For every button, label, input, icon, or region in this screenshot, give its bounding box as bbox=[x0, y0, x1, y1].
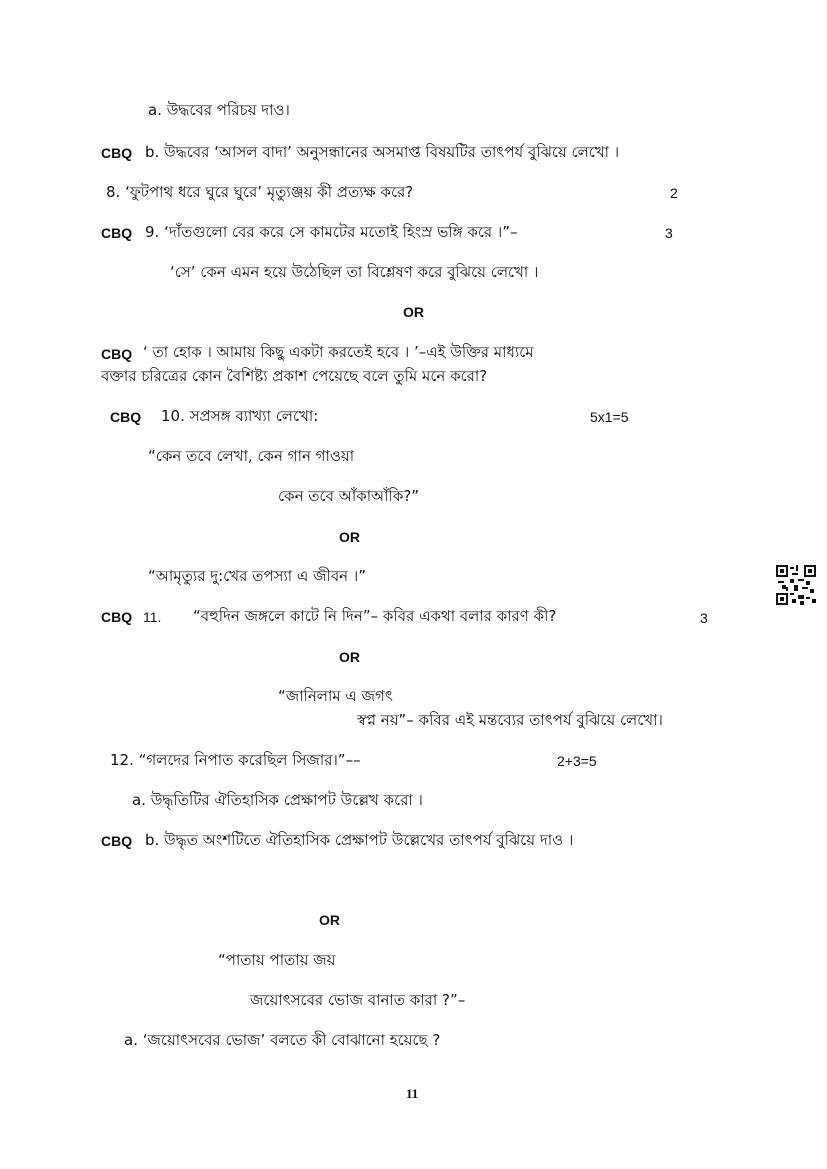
marks-q11: 3 bbox=[700, 610, 708, 626]
cbq-tag: CBQ bbox=[110, 409, 142, 425]
or-divider: OR bbox=[339, 529, 360, 545]
question-9: 9. ‘দাঁতগুলো বের করে সে কামটের মতোই হিংস্র ভঙ্গি করে ।”– bbox=[145, 223, 518, 241]
or-divider: OR bbox=[339, 649, 360, 665]
question-11: “বহুদিন জঙ্গলে কাটে নি দিন”– কবির একথা বলার কারণ কী? bbox=[193, 607, 557, 625]
marks-q8: 2 bbox=[670, 185, 678, 201]
question-11-number: 11. bbox=[143, 609, 162, 625]
question-11-alt: স্বপ্ন নয়”– কবির এই মন্তব্যের তাৎপর্য বুঝিয়ে লেখো। bbox=[357, 711, 663, 729]
page-number: 11 bbox=[406, 1086, 419, 1101]
qr-code bbox=[776, 565, 816, 605]
question-8: 8. ‘ফুটপাথ ধরে ঘুরে ঘুরে’ মৃত্যুঞ্জয় কী প্রত্যক্ষ করে? bbox=[106, 183, 414, 201]
or-divider: OR bbox=[403, 304, 424, 320]
question-7b: b. উদ্ধবের ‘আসল বাদা’ অনুসন্ধানের অসমাপ্ত বিষয়টির তাৎপর্য বুঝিয়ে লেখো । bbox=[145, 143, 620, 161]
question-12-alt-a: a. ‘জয়োৎসবের ভোজ’ বলতে কী বোঝানো হয়েছে ? bbox=[124, 1031, 441, 1049]
cbq-tag: CBQ bbox=[101, 225, 133, 241]
question-10: 10. সপ্রসঙ্গ ব্যাখ্যা লেখো: bbox=[161, 407, 319, 425]
marks-q9: 3 bbox=[665, 225, 673, 241]
quote-line: কেন তবে আঁকাআঁকি?” bbox=[278, 487, 420, 505]
question-7a: a. উদ্ধবের পরিচয় দাও। bbox=[148, 101, 290, 119]
question-12a: a. উদ্ধৃতিটির ঐতিহাসিক প্রেক্ষাপট উল্লেখ করো । bbox=[132, 791, 423, 809]
cbq-tag: CBQ bbox=[101, 609, 133, 625]
marks-q12: 2+3=5 bbox=[557, 753, 597, 769]
question-9-alt-cont: বক্তার চরিত্রের কোন বৈশিষ্ট্য প্রকাশ পেয়েছে বলে তুমি মনে করো? bbox=[101, 367, 488, 385]
quote-line: “কেন তবে লেখা, কেন গান গাওয়া bbox=[148, 447, 355, 465]
quote-line: “পাতায় পাতায় জয় bbox=[218, 951, 336, 969]
question-12b: b. উদ্ধৃত অংশটিতে ঐতিহাসিক প্রেক্ষাপট উল্লেখের তাৎপর্য বুঝিয়ে দাও । bbox=[145, 831, 574, 849]
cbq-tag: CBQ bbox=[101, 833, 133, 849]
cbq-tag: CBQ bbox=[101, 145, 133, 161]
question-9-sub: ‘সে’ কেন এমন হয়ে উঠেছিল তা বিশ্লেষণ করে বুঝিয়ে লেখো । bbox=[170, 263, 539, 281]
quote-line: “জানিলাম এ জগৎ bbox=[278, 687, 393, 705]
cbq-tag: CBQ bbox=[101, 346, 133, 362]
marks-q10: 5x1=5 bbox=[590, 409, 629, 425]
question-12: 12. “গলদের নিপাত করেছিল সিজার।”–– bbox=[110, 751, 361, 769]
question-9-alt: ‘ তা হোক । আমায় কিছু একটা করতেই হবে । ’–এই উক্তির মাধ্যমে bbox=[143, 343, 534, 361]
quote-line: “আমৃত্যুর দু:খের তপস্যা এ জীবন ।” bbox=[148, 567, 367, 585]
or-divider: OR bbox=[319, 912, 340, 928]
quote-line: জয়োৎসবের ভোজ বানাত কারা ?”– bbox=[250, 991, 466, 1009]
